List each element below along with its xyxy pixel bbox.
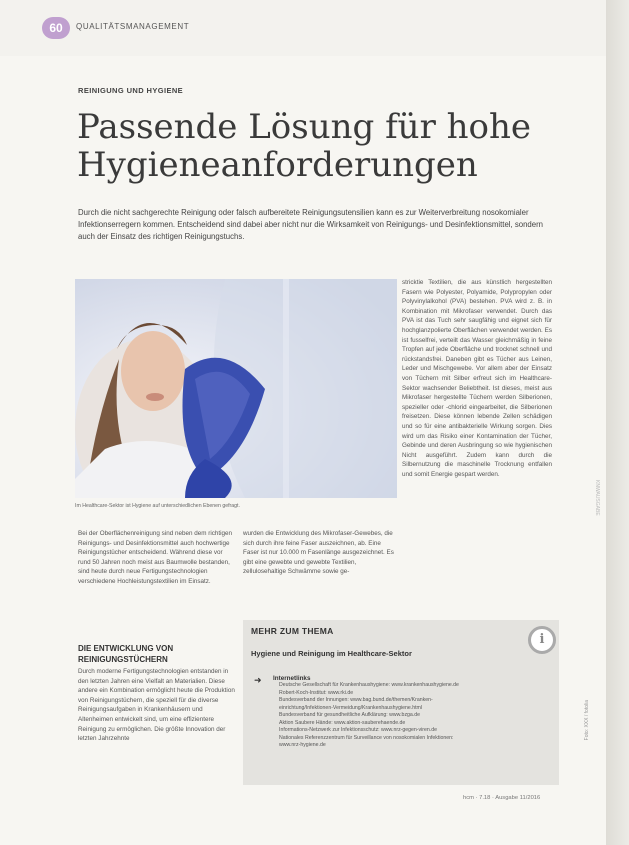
- body-column-left-continued: Durch moderne Fertigungstechnologien entstanden in den letzten Jahren eine Vielfalt an Materialien. Diese andere ein Kombination ermöglicht heute die Produktion von Reinigungstüchern, die speziell für die diverse Reinigungsaufgaben in Krankenhäusern und Altenheimen entwickelt sind, um eine effizientere Reinigung zu ermöglichen. Die größte Innovation der letzten Jahrzehnte: [78, 668, 235, 743]
- section-subheading: DIE ENTWICKLUNG VON REINIGUNGSTÜCHERN: [78, 644, 174, 664]
- side-margin-mark: KNWAUSGABE: [594, 480, 600, 516]
- page-header: [0, 0, 606, 56]
- link-item[interactable]: einrichtung/Infektionen-Vermeidung/Krankenhaushygiene.html: [279, 704, 423, 711]
- page-edge: [606, 0, 629, 845]
- link-item[interactable]: Bundesverband für gesundheitliche Aufklärung: www.bzga.de: [279, 712, 421, 718]
- body-column-left-intro: Bei der Oberflächenreinigung sind neben dem richtigen Reinigungs- und Desinfektionsmittel auch hochwertige Reinigungstücher entscheidend. Während diese vor rund 50 Jahren noch meist aus Baumwolle bestanden, sind heute durch neue Fertigungstechnologien verschiedene Hochleistungstextilien im Einsatz.: [78, 530, 233, 585]
- info-box: [243, 620, 559, 785]
- page-footer: hcm · 7.18 · Ausgabe 11/2016: [463, 795, 541, 801]
- link-item[interactable]: Robert-Koch-Institut: www.rki.de: [279, 689, 354, 696]
- link-item[interactable]: Bundesverband der Innungen: www.bag.bund.de/themen/Kranken-: [279, 697, 433, 703]
- link-item[interactable]: Nationales Referenzzentrum für Surveillance von nosokomialen Infektionen:: [279, 734, 454, 741]
- link-item[interactable]: Deutsche Gesellschaft für Krankenhaushygiene: www.krankenhaushygiene.de: [279, 682, 459, 688]
- link-list: [279, 682, 545, 750]
- body-column-middle: wurden die Entwicklung des Mikrofaser-Gewebes, die sich durch ihre feine Faser auszeichnen, ab. Eine Faser ist nur 10.000 m Fasenlänge ausgezeichnet. Es gibt eine gewebte und gewebte Textilien, zellulosehaltige Schwämme sowie ge-: [243, 530, 394, 576]
- cleaning-photo-illustration: [75, 279, 397, 498]
- link-item[interactable]: Informations-Netzwerk zur Infektionsschutz: www.nrz-gegen-viren.de: [279, 727, 437, 733]
- link-item[interactable]: Aktion Saubere Hände: www.aktion-sauberehaende.de: [279, 719, 406, 726]
- article-kicker: REINIGUNG UND HYGIENE: [78, 86, 184, 95]
- body-column-right: stricktie Textilien, die aus künstlich hergestellten Fasern wie Polyester, Polyamide, Polypropylen oder Polyvinylalkohol (PVA) bestehen. PVA wird z. B. in Kombination mit Mikrofaser verwendet. Durch das PVA ist das Tuch sehr saugfähig und eignet sich für hochglanzpolierte Oberflächen verwendet werden. Es ist fusselfrei, verteilt das Wasser gleichmäßig in feine Tropfen auf jede Oberfläche und trocknet schnell und rückstandsfrei. Daneben gibt es Tücher aus Leinen, Leder und Mischgewebe. Vor allem aber der Einsatz von Tüchern mit Silber erfreut sich im Healthcare-Sektor wachsender Beliebtheit. Ist dieses, meist aus Mikrofaser hergestellte Tüchern werden Silberionen, spezieller oder -chlorid eingearbeitet, die Silberionen freisetzen. Diese können lebende Zellen schädigen und so für eine antibakterielle Wirkung sorgen. Dies wird um das Risiko einer Kontamination der Tücher, Gebinde und deren Ausbringung so wie hygienischen Nicht ausgeführt. Zudem kann durch die Silbernutzung die maschinelle Trocknung entfallen und somit Energie gespart werden.: [402, 279, 552, 478]
- arrow-right-icon: ➜: [254, 675, 262, 685]
- article-photo: [75, 279, 397, 498]
- link-item[interactable]: www.nrz-hygiene.de: [279, 742, 326, 748]
- section-label: QUALITÄTSMANAGEMENT: [76, 22, 190, 31]
- photo-caption: Im Healthcare-Sektor ist Hygiene auf unterschiedlichen Ebenen gefragt.: [75, 503, 240, 509]
- side-photo-credit: Foto: XXX / fotolia: [584, 700, 590, 741]
- article-title: Passende Lösung für hohe Hygieneanforderungen: [77, 107, 532, 185]
- page-number-badge: 60: [42, 17, 70, 39]
- article-lead: Durch die nicht sachgerechte Reinigung oder falsch aufbereitete Reinigungsutensilien kann es zur Weiterverbreitung nosokomialer Infektionserregern kommen. Entscheidend sind dabei aber nicht nur die Wirksamkeit von Reinigungs- und Desinfektionsmittel, sondern auch der Einsatz des richtigen Reinigungstuchs.: [78, 208, 544, 241]
- info-icon: i: [528, 626, 556, 654]
- info-box-label: Internetlinks: [273, 675, 311, 682]
- info-box-subtitle: Hygiene und Reinigung im Healthcare-Sektor: [251, 649, 412, 658]
- info-box-heading: MEHR ZUM THEMA: [251, 626, 334, 636]
